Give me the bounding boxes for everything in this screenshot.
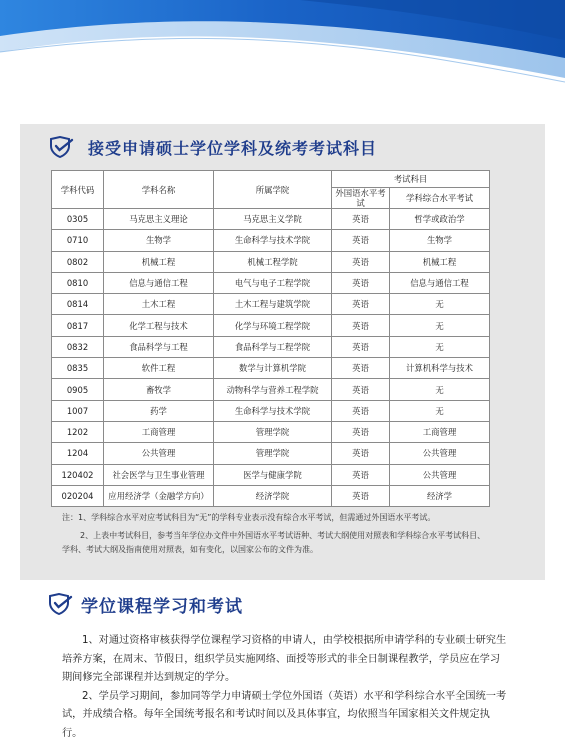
- cell-code: 0305: [52, 209, 104, 230]
- cell-foreign: 英语: [332, 230, 390, 251]
- header-exam-subject: 学科综合水平考试: [390, 188, 490, 209]
- cell-code: 120402: [52, 464, 104, 485]
- cell-foreign: 英语: [332, 358, 390, 379]
- table-row: [52, 421, 490, 442]
- cell-foreign: 英语: [332, 421, 390, 442]
- cell-code: 0802: [52, 251, 104, 272]
- cell-college: 数学与计算机学院: [214, 358, 332, 379]
- cell-code: 0832: [52, 336, 104, 357]
- cell-subject: 无: [390, 294, 490, 315]
- cell-foreign: 英语: [332, 443, 390, 464]
- cell-subject: 生物学: [390, 230, 490, 251]
- cell-college: 电气与电子工程学院: [214, 272, 332, 293]
- cell-name: 社会医学与卫生事业管理: [104, 464, 214, 485]
- cell-college: 生命科学与技术学院: [214, 400, 332, 421]
- cell-name: 工商管理: [104, 421, 214, 442]
- cell-college: 食品科学与工程学院: [214, 336, 332, 357]
- header-wave-banner: [0, 0, 565, 110]
- cell-code: 0835: [52, 358, 104, 379]
- cell-name: 马克思主义理论: [104, 209, 214, 230]
- header-exam-foreign: 外国语水平考试: [332, 188, 390, 209]
- subjects-table-container: [51, 170, 489, 507]
- shield-check-icon: [48, 136, 74, 158]
- table-row: [52, 294, 490, 315]
- cell-code: 0905: [52, 379, 104, 400]
- table-row: [52, 379, 490, 400]
- cell-foreign: 英语: [332, 336, 390, 357]
- cell-subject: 公共管理: [390, 464, 490, 485]
- cell-code: 0810: [52, 272, 104, 293]
- table-row: [52, 400, 490, 421]
- cell-name: 机械工程: [104, 251, 214, 272]
- cell-name: 土木工程: [104, 294, 214, 315]
- note-2: 2、上表中考试科目，参考当年学位办文件中外国语水平考试语种、考试大纲使用对照表和学科综合水平考试科目、学科、考试大纲及指南使用对照表，如有变化，以国家公布的文件为准。: [62, 531, 486, 554]
- cell-subject: 哲学或政治学: [390, 209, 490, 230]
- cell-name: 应用经济学（金融学方向）: [104, 485, 214, 506]
- cell-subject: 公共管理: [390, 443, 490, 464]
- paragraph-1: 1、对通过资格审核获得学位课程学习资格的申请人，由学校根据所申请学科的专业硕士研究生培养方案，在周末、节假日，组织学员实施网络、面授等形式的非全日制课程教学，学员应在学习期间修完全部课程并达到规定的学分。: [62, 635, 507, 684]
- cell-foreign: 英语: [332, 464, 390, 485]
- section2-title: 学位课程学习和考试: [81, 596, 243, 617]
- paragraph-2: 2、学员学习期间，参加同等学力申请硕士学位外国语（英语）水平和学科综合水平全国统一考试，并成绩合格。每年全国统考报名和考试时间以及具体事宜，均依照当年国家相关文件规定执行。: [62, 690, 507, 739]
- table-row: [52, 251, 490, 272]
- section2-body: [62, 632, 508, 744]
- cell-code: 1007: [52, 400, 104, 421]
- shield-check-icon: [47, 593, 73, 615]
- subjects-table: [51, 170, 490, 507]
- cell-code: 0817: [52, 315, 104, 336]
- cell-name: 信息与通信工程: [104, 272, 214, 293]
- cell-subject: 计算机科学与技术: [390, 358, 490, 379]
- table-row: [52, 485, 490, 506]
- cell-code: 0814: [52, 294, 104, 315]
- cell-code: 1202: [52, 421, 104, 442]
- cell-college: 动物科学与营养工程学院: [214, 379, 332, 400]
- cell-subject: 无: [390, 336, 490, 357]
- cell-college: 经济学院: [214, 485, 332, 506]
- cell-name: 畜牧学: [104, 379, 214, 400]
- cell-college: 管理学院: [214, 421, 332, 442]
- cell-name: 生物学: [104, 230, 214, 251]
- cell-college: 生命科学与技术学院: [214, 230, 332, 251]
- cell-foreign: 英语: [332, 485, 390, 506]
- cell-name: 软件工程: [104, 358, 214, 379]
- cell-subject: 无: [390, 315, 490, 336]
- table-notes: [62, 511, 492, 557]
- note-1: 注：1、学科综合水平对应考试科目为“无”的学科专业表示没有综合水平考试，但需通过外国语水平考试。: [62, 513, 436, 522]
- cell-foreign: 英语: [332, 400, 390, 421]
- cell-subject: 工商管理: [390, 421, 490, 442]
- table-row: [52, 209, 490, 230]
- table-row: [52, 230, 490, 251]
- cell-college: 土木工程与建筑学院: [214, 294, 332, 315]
- cell-subject: 无: [390, 379, 490, 400]
- header-code: 学科代码: [52, 171, 104, 209]
- cell-college: 医学与健康学院: [214, 464, 332, 485]
- cell-code: 1204: [52, 443, 104, 464]
- cell-foreign: 英语: [332, 315, 390, 336]
- cell-foreign: 英语: [332, 209, 390, 230]
- cell-subject: 经济学: [390, 485, 490, 506]
- cell-name: 公共管理: [104, 443, 214, 464]
- header-exam-group: 考试科目: [332, 171, 490, 188]
- cell-foreign: 英语: [332, 272, 390, 293]
- cell-foreign: 英语: [332, 379, 390, 400]
- table-row: [52, 336, 490, 357]
- cell-college: 马克思主义学院: [214, 209, 332, 230]
- cell-code: 020204: [52, 485, 104, 506]
- cell-subject: 机械工程: [390, 251, 490, 272]
- cell-name: 食品科学与工程: [104, 336, 214, 357]
- table-row: [52, 358, 490, 379]
- header-college: 所属学院: [214, 171, 332, 209]
- section1-title: 接受申请硕士学位学科及统考考试科目: [88, 138, 378, 158]
- cell-name: 药学: [104, 400, 214, 421]
- cell-foreign: 英语: [332, 251, 390, 272]
- cell-college: 机械工程学院: [214, 251, 332, 272]
- table-row: [52, 315, 490, 336]
- cell-college: 化学与环境工程学院: [214, 315, 332, 336]
- table-row: [52, 272, 490, 293]
- cell-name: 化学工程与技术: [104, 315, 214, 336]
- cell-foreign: 英语: [332, 294, 390, 315]
- cell-code: 0710: [52, 230, 104, 251]
- cell-subject: 信息与通信工程: [390, 272, 490, 293]
- header-name: 学科名称: [104, 171, 214, 209]
- table-row: [52, 464, 490, 485]
- cell-college: 管理学院: [214, 443, 332, 464]
- section2-heading: [47, 590, 243, 618]
- cell-subject: 无: [390, 400, 490, 421]
- subjects-table-body: [52, 209, 490, 507]
- table-row: [52, 443, 490, 464]
- section1-heading: [48, 134, 377, 160]
